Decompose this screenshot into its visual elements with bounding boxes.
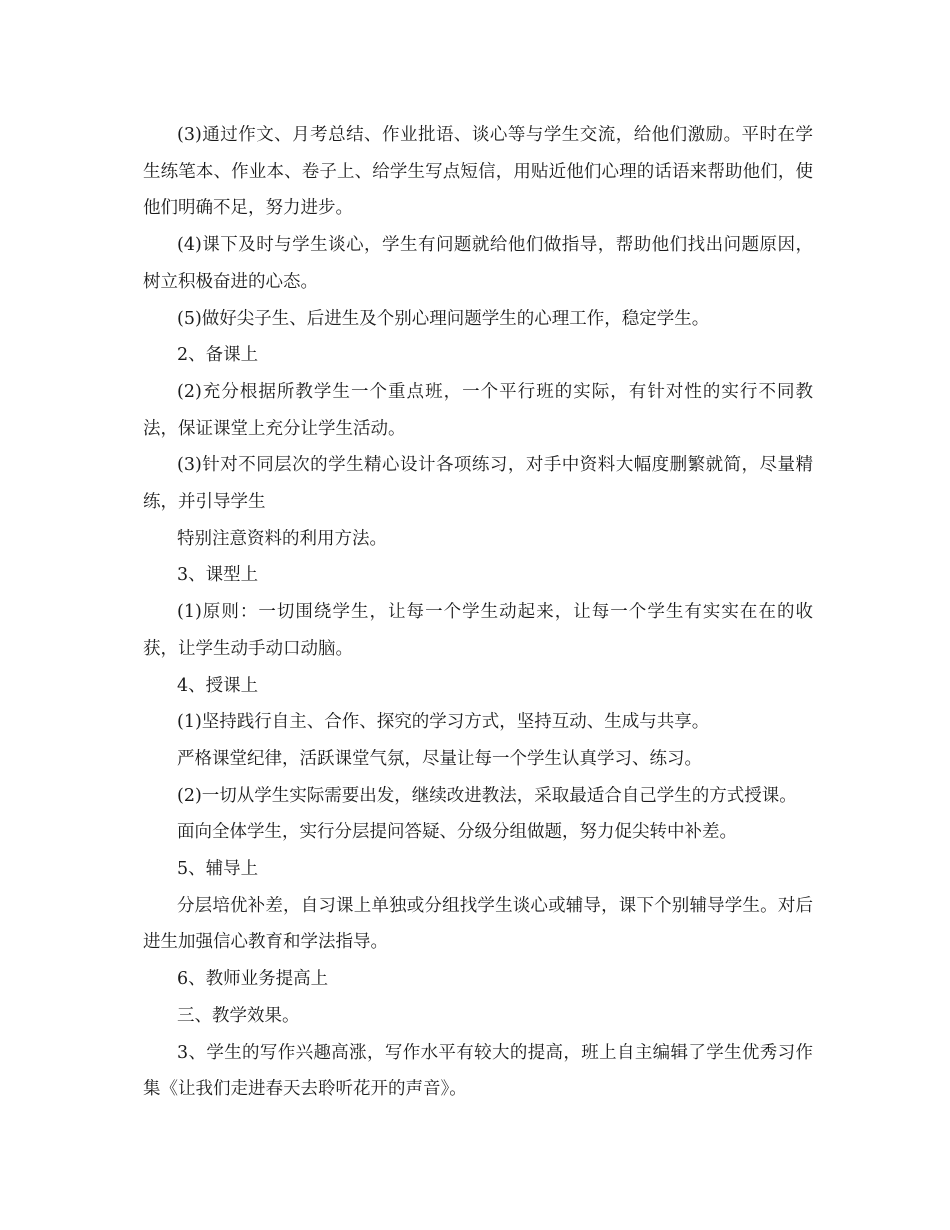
paragraph-8: (1)坚持践行自主、合作、探究的学习方式，坚持互动、生成与共享。 xyxy=(177,712,710,733)
paragraph-4: (2)充分根据所教学生一个重点班，一个平行班的实际，有针对性的实行不同教法，保证课堂上充分让学生活动。 xyxy=(143,381,813,439)
paragraph-13: 3、学生的写作兴趣高涨，写作水平有较大的提高，班上自主编辑了学生优秀习作集《让我们走进春天去聆听花开的声音》。 xyxy=(143,1042,813,1100)
section-heading-teaching: 4、授课上 xyxy=(177,675,259,696)
paragraph-9: 严格课堂纪律，活跃课堂气氛，尽量让每一个学生认真学习、练习。 xyxy=(177,748,702,769)
paragraph-1: (3)通过作文、月考总结、作业批语、谈心等与学生交流，给他们激励。平时在学生练笔本、作业本、卷子上、给学生写点短信，用贴近他们心理的话语来帮助他们，使他们明确不足，努力进步。 xyxy=(143,125,813,219)
document-body xyxy=(143,117,813,1108)
paragraph-7: (1)原则：一切围绕学生，让每一个学生动起来，让每一个学生有实实在在的收获，让学生动手动口动脑。 xyxy=(143,602,813,659)
paragraph-5: (3)针对不同层次的学生精心设计各项练习，对手中资料大幅度删繁就简，尽量精练，并引导学生 xyxy=(143,455,813,513)
section-heading-teacher-improvement: 6、教师业务提高上 xyxy=(177,969,329,990)
section-heading-lesson-type: 3、课型上 xyxy=(177,565,259,586)
paragraph-3: (5)做好尖子生、后进生及个别心理问题学生的心理工作，稳定学生。 xyxy=(177,308,710,329)
paragraph-2: (4)课下及时与学生谈心，学生有问题就给他们做指导，帮助他们找出问题原因，树立积极奋进的心态。 xyxy=(143,235,813,292)
paragraph-6: 特别注意资料的利用方法。 xyxy=(177,528,387,549)
paragraph-10: (2)一切从学生实际需要出发，继续改进教法，采取最适合自己学生的方式授课。 xyxy=(177,785,797,806)
paragraph-12: 分层培优补差，自习课上单独或分组找学生谈心或辅导，课下个别辅导学生。对后进生加强信心教育和学法指导。 xyxy=(143,895,813,953)
section-heading-lesson-prep: 2、备课上 xyxy=(177,345,259,366)
section-heading-teaching-results: 三、教学效果。 xyxy=(177,1005,300,1026)
paragraph-11: 面向全体学生，实行分层提问答疑、分级分组做题，努力促尖转中补差。 xyxy=(177,822,737,843)
section-heading-tutoring: 5、辅导上 xyxy=(177,859,259,880)
